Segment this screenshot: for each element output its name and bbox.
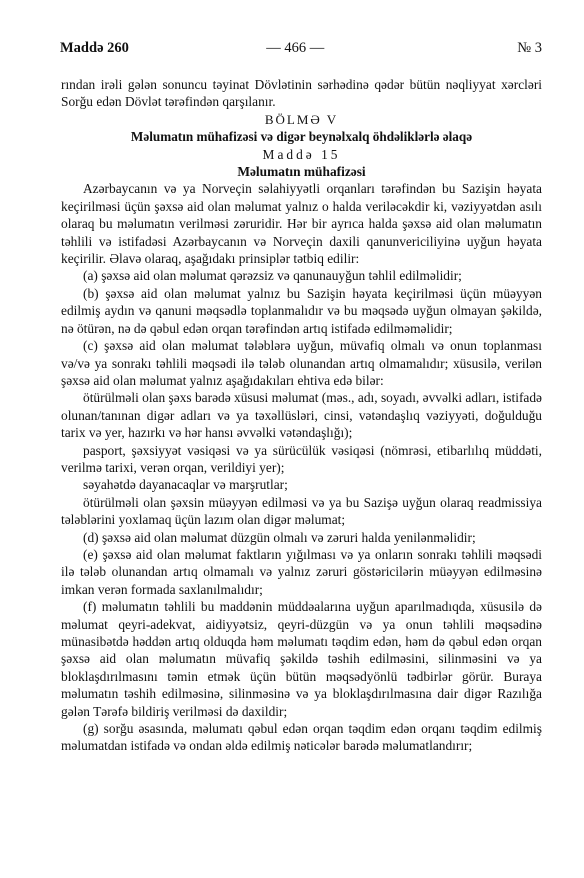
page-header — [60, 40, 542, 57]
article-number-label: Maddə 260 — [60, 40, 129, 56]
article-heading: Maddə 15 — [262, 146, 341, 162]
list-item: (b) şəxsə aid olan məlumat yalnız bu Sazişin həyata keçirilməsi üçün müəyyən edilmiş aydın və qanuni məqsədlə toplanmalıdır və bu məqsədə uyğun olmayan şəkildə, nə ötürən, nə də qəbul edən orqan tərəfindən artıq istifadə edilməməlidir; — [61, 285, 542, 336]
list-item: (g) sorğu əsasında, məlumatı qəbul edən orqan təqdim edən orqanı təqdim edilmiş məlumatdan istifadə və ondan əldə edilmiş nəticələr barədə məlumatlandırır; — [61, 721, 542, 754]
sub-item: ötürülməli olan şəxsin müəyyən edilməsi və ya bu Sazişə uyğun olaraq readmissiya tələblərini yoxlamaq üçün lazım olan digər məlumat; — [61, 494, 542, 528]
section-heading: BÖLMƏ V — [264, 111, 339, 127]
document-body — [61, 76, 542, 755]
paragraph: Azərbaycanın və ya Norveçin səlahiyyətli orqanları tərəfindən bu Sazişin həyata keçirilməsi üçün şəxsə aid olan məlumat yalnız o halda veriləcəkdir ki, vəziyyətdən asılı olaraq bu məlumatın verilməsi zəruridir. Hər bir ayrıca halda şəxsə aid olan məlumatın təhlili və istifadəsi Azərbaycanın və Norveçin daxili qanunvericiliyinə uyğun həyata keçirilir. Əlavə olaraq, aşağıdakı prinsiplər tətbiq edilir: — [61, 181, 542, 267]
article-title: Məlumatın mühafizəsi — [237, 164, 366, 180]
page-number: — 466 — — [266, 40, 325, 56]
issue-number: № 3 — [517, 40, 542, 56]
sub-item: pasport, şəxsiyyət vəsiqəsi və ya sürücülük vəsiqəsi (nömrəsi, etibarlılıq müddəti, verilmə tarixi, verən orqan, verildiyi yer); — [61, 442, 542, 475]
list-item: (c) şəxsə aid olan məlumat tələblərə uyğun, müvafiq olmalı və onun toplanması və/və ya sonrakı təhlili məqsədi ilə tələb olunandan artıq olmamalıdır; xüsusilə, verilən şəxsə aid olan məlumat yalnız aşağıdakıları ehtiva edə bilər: — [61, 338, 542, 388]
sub-item: səyahətdə dayanacaqlar və marşrutlar; — [83, 477, 288, 493]
list-item: (f) məlumatın təhlili bu maddənin müddəalarına uyğun aparılmadıqda, xüsusilə də məlumat qeyri-adekvat, aidiyyətsiz, qeyri-düzgün və ya onun təhlili məqsədinə münasibətdə həddən artıq olduqda həm məlumatı təqdim edən, həm də qəbul edən orqan şəxsə aid olan məlumatın müvafiq şəkildə təshih edilməsini, silinməsini və ya bloklaşdırılmasını təmin etmək üçün bütün məqsədyönlü tədbirlər görür. Buraya məlumatın təshih edilməsinə, silinməsinə və ya bloklaşdırılmasına dair digər Razılığa gələn Tərəfə bildiriş verilməsi də daxildir; — [61, 599, 542, 719]
list-item: (d) şəxsə aid olan məlumat düzgün olmalı və zəruri halda yenilənməlidir; — [83, 529, 476, 545]
list-item: (a) şəxsə aid olan məlumat qərəzsiz və qanunauyğun təhlil edilməlidir; — [83, 268, 462, 284]
section-title: Məlumatın mühafizəsi və digər beynəlxalq öhdəliklərlə əlaqə — [130, 129, 473, 145]
intro-paragraph: rından irəli gələn sonuncu təyinat Dövlətinin sərhədinə qədər bütün nəqliyyat xərcləri Sorğu edən Dövlət tərəfindən qarşılanır. — [61, 77, 542, 110]
sub-item: ötürülməli olan şəxs barədə xüsusi məlumat (məs., adı, soyadı, əvvəlki adları, istifadə olunan/tanınan digər adları və ya təxəllüsləri, cinsi, vətəndaşlıq vəziyyəti, doğulduğu tarix və yer, hazırkı və hər hansı əvvəlki vətəndaşlığı); — [61, 390, 542, 441]
list-item: (e) şəxsə aid olan məlumat faktların yığılması və ya onların sonrakı təhlili məqsədi ilə tələb olunandan artıq olmamalı və yalnız zəruri göstəricilərin müəyyən edilməsinə imkan verən formada saxlanılmalıdır; — [61, 546, 542, 597]
